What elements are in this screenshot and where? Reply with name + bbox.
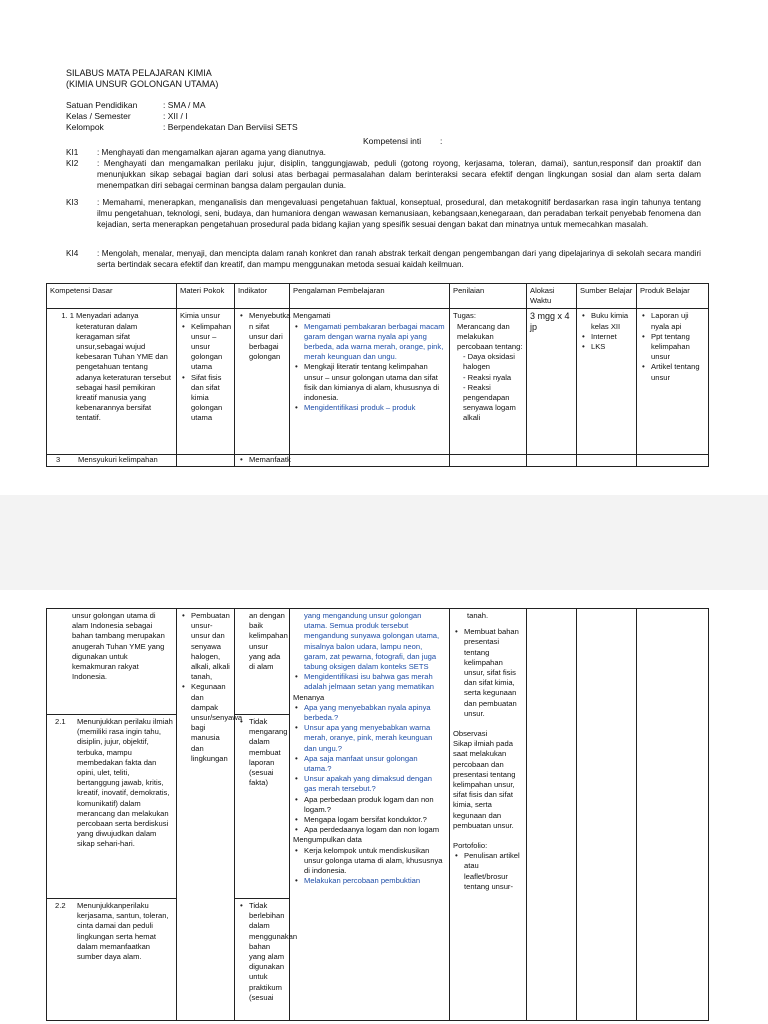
syllabus-subtitle: (KIMIA UNSUR GOLONGAN UTAMA) (66, 78, 219, 89)
kd-text: Menunjukkanperilaku kerjasama, santun, toleran, cinta damai dan peduli lingkungan serta hemat dalam memanfaatkan sumber daya alam. (77, 901, 169, 962)
pen-sub: - Reaksi nyala (463, 372, 512, 382)
indikator-cell (235, 455, 290, 467)
col-header: Materi Pokok (177, 284, 235, 309)
meta-value: : SMA / MA (163, 100, 206, 110)
pp-item: • Mengidentifikasi isu bahwa gas merah adalah jelmaan setan yang mematikan (304, 672, 446, 692)
table-row (47, 309, 709, 455)
indikator-item: • Tidak mengarang dalam membuat laporan (sesuai fakta) (249, 717, 286, 788)
col-header: Penilaian (450, 284, 527, 309)
pp-text: yang mengandung unsur golongan utama. Semua produk tersebut mengandung sunyawa golongan utama, misalnya balon udara, lampu neon, garam, zat pewarna, fotografi, dan juga tabung oksigen dalam konteks SETS (304, 611, 440, 672)
pp-heading: Mengamati (293, 311, 331, 321)
ki-label: KI3 (66, 198, 79, 207)
materi-item: • Sifat fisis dan sifat kimia golongan utama (191, 373, 231, 424)
kd-cell (47, 715, 177, 899)
ki-2 (66, 158, 701, 192)
meta-key: Satuan Pendidikan (66, 100, 138, 110)
alokasi-cell (527, 455, 577, 467)
page-1 (0, 0, 768, 495)
materi-item: • Kegunaan dan dampak unsur/senyawa bagi manusia dan lingkungan (191, 682, 231, 764)
pp-item: • Apa perdedaanya logam dan non logam (304, 825, 446, 835)
sumber-item: • LKS (591, 342, 633, 352)
pp-item: • Mengapa logam bersifat konduktor.? (304, 815, 446, 825)
indikator-item: • Memanfaatk (249, 455, 286, 465)
kd-text: Menyadari adanya keteraturan dalam keragaman sifat unsur,sebagai wujud kebesaran Tuhan YME dan pengetahuan tentang adanya keteraturan tersebut sebagai hasil pemikiran kreatif manusia yang kebenarannya bersifat tentatif. (76, 311, 171, 423)
materi-item: Kimia unsur (180, 311, 221, 321)
indikator-cell (235, 899, 298, 1021)
pp-heading: Menanya (293, 692, 325, 702)
table-row (47, 455, 709, 467)
ki-title: Kompetensi inti : (363, 136, 443, 146)
pp-item: • Unsur apa yang menyebabkan warna merah, oranye, pink, merah keunguan dan ungu.? (304, 723, 446, 754)
pengalaman-cell (290, 309, 450, 455)
pengalaman-cell (290, 455, 450, 467)
pen-heading: Portofolio: (453, 841, 488, 851)
meta-key: Kelompok (66, 122, 104, 132)
penilaian-cell (450, 455, 527, 467)
pp-item: • Mengkaji literatir tentang kelimpahan unsur – unsur golongan utama dan sifat fisik dan kimianya di alam, khususnya di indonesia. (304, 362, 446, 403)
syllabus-table (46, 283, 709, 467)
meta-value: : Berpendekatan Dan Berviisi SETS (163, 122, 298, 132)
pen-heading: Tugas: (453, 311, 476, 321)
pengalaman-cell (290, 609, 450, 1021)
page-2 (0, 590, 768, 1024)
produk-item: • Ppt tentang kelimpahan unsur (651, 332, 705, 363)
kd-text: unsur golongan utama di alam Indonesia sebagai bahan tambang merupakan anugerah Tuhan YME yang digunakan untuk kemakmuran rakyat Indonesia. (72, 611, 165, 682)
materi-cell (177, 309, 235, 455)
sumber-item: • Buku kimia kelas XII (591, 311, 633, 331)
materi-item: • Pembuatan unsur-unsur dan senyawa halogen, alkali, alkali tanah, (191, 611, 231, 682)
syllabus-table-continued (46, 608, 709, 1021)
alokasi-cell (527, 609, 577, 1021)
ki-text: : Mengolah, menalar, menyaji, dan mencipta dalam ranah konkret dan ranah abstrak terkait dengan pengembangan dari yang dipelajarinya di sekolah secara mandiri serta bertindak secara efektif dan kreatif, dan mampu menggunakan metoda sesuai kaidah keilmuan. (97, 249, 701, 270)
produk-cell (637, 455, 709, 467)
col-header: Pengalaman Pembelajaran (290, 284, 450, 309)
kd-number: 3 (56, 455, 61, 465)
pen-text: tanah. (467, 611, 489, 620)
pp-item: • Unsur apakah yang dimaksud dengan gas merah tersebut.? (304, 774, 446, 794)
kd-cell (47, 309, 177, 455)
ki-text: : Memahami, menerapkan, menganalisis dan mengevaluasi pengetahuan faktual, konseptual, prosedural, dan metakognitif berdasarkan rasa ingin tahunya tentang ilmu pengetahuan, teknologi, seni, budaya, dan humaniora dengan wawasan kemanusiaan, kebangsaan,kenegaraan, dan peradaban terkait penyebab fenomena dan kejadian, serta menerapkan pengetahuan prosedural pada bidang kajian yang spesifik sesuai dengan bakat dan minatnya untuk memecahkan masalah. (97, 198, 701, 230)
kd-text: Menunjukkan perilaku ilmiah (memiliki rasa ingin tahu, disiplin, jujur, objektif, terbuka, mampu membedakan fakta dan opini, ulet, teliti, bertanggung jawab, kritis, kreatif, inovatif, demokratis, komunikatif) dalam merancang dan melakukan percobaan serta berdiskusi yang diwujudkan dalam sikap sehari-hari. (77, 717, 173, 849)
kd-number: 2.2 (55, 901, 66, 910)
sumber-cell (577, 309, 637, 455)
pen-item: • Penulisan artikel atau leaflet/brosur tentang unsur- (464, 851, 523, 892)
table-row (47, 609, 709, 715)
alokasi-value: 3 mgg x 4 jp (530, 311, 570, 333)
pp-item: • Apa yang menyebabkan nyala apinya berbeda.? (304, 703, 446, 723)
meta-value: : XII / I (163, 111, 188, 121)
materi-cell (177, 455, 235, 467)
sumber-cell (577, 455, 637, 467)
pp-heading: Mengumpulkan data (293, 835, 362, 845)
kd-cell (47, 455, 177, 467)
ki-3 (66, 197, 701, 231)
meta-key: Kelas / Semester (66, 111, 131, 121)
ki-1 (66, 147, 701, 158)
kd-number: 2.1 (55, 717, 66, 726)
syllabus-title: SILABUS MATA PELAJARAN KIMIA (66, 68, 212, 78)
pen-heading: Observasi (453, 729, 488, 739)
pp-item: • Mengidentifikasi produk – produk (304, 403, 446, 413)
pp-item: • Apa perbedaan produk logam dan non logam.? (304, 795, 446, 815)
col-header: Kompetensi Dasar (47, 284, 177, 309)
produk-item: • Artikel tentang unsur (651, 362, 705, 382)
indikator-item: • Tidak berlebihan dalam menggunakan bahan yang alam digunakan untuk praktikum (sesuai (249, 901, 286, 1003)
pen-sub: - Daya oksidasi halogen (463, 352, 515, 372)
kd-cell (47, 609, 177, 715)
ki-text: : Menghayati dan mengamalkan perilaku jujur, disiplin, tanggungjawab, peduli (gotong royong, kerjasama, toleran, damai), santun,responsif dan proaktif dan menunjukkan sikap sebagai bagian dari solusi atas berbagai permasalahan dalam berinteraksi secara efektif dengan lingkungan sosial dan alam serta dalam menempatkan diri sebagai cerminan bangsa dalam pergaulan dunia. (97, 159, 701, 191)
col-header: Produk Belajar (637, 284, 709, 309)
ki-text: : Menghayati dan mengamalkan ajaran agama yang dianutnya. (97, 148, 326, 157)
indikator-cell (235, 715, 290, 899)
pp-item: • Mengamati pembakaran berbagai macam garam dengan warna nyala api yang berbeda, ada warna merah, orange, pink, merah keunguan dan ungu. (304, 322, 446, 363)
col-header: Indikator (235, 284, 290, 309)
indikator-cell (235, 309, 290, 455)
kd-cell (47, 899, 177, 1021)
produk-item: • Laporan uji nyala api (651, 311, 705, 331)
identity-block (66, 100, 298, 133)
pen-line: Merancang dan melakukan percobaan tentang: (457, 321, 523, 352)
indikator-item: • Menyebutka n sifat unsur dari berbagai golongan (249, 311, 286, 362)
pp-item: • Melakukan percobaan pembuktian (304, 876, 446, 886)
penilaian-cell (450, 309, 527, 455)
materi-cell (177, 609, 243, 1021)
kd-number: 1. 1 (61, 311, 74, 321)
col-header: Sumber Belajar (577, 284, 637, 309)
indikator-text: an dengan baik kelimpahan unsur yang ada di alam (249, 611, 288, 672)
ki-label: KI2 (66, 159, 79, 168)
pen-item: • Membuat bahan presentasi tentang kelimpahan unsur, sifat fisis dan sifat kimia, serta kegunaan dan pembuatan unsur. (464, 627, 523, 719)
produk-cell (637, 609, 709, 1021)
col-header: Alokasi Waktu (527, 284, 577, 309)
alokasi-cell (527, 309, 577, 455)
materi-item: • Kelimpahan unsur – unsur golongan utama (191, 322, 231, 373)
ki-4 (66, 248, 701, 270)
produk-cell (637, 309, 709, 455)
pen-sub: - Reaksi pengendapan senyawa logam alkali (463, 382, 516, 423)
pp-item: • Kerja kelompok untuk mendiskusikan unsur golonga utama di alam, khususnya di indonesia. (304, 846, 446, 877)
ki-label: KI4 (66, 249, 79, 258)
syllabus-header (66, 68, 218, 89)
sumber-cell (577, 609, 637, 1021)
ki-label: KI1 (66, 148, 79, 157)
penilaian-cell (450, 609, 527, 1021)
indikator-cell (235, 609, 290, 715)
pp-item: • Apa saja manfaat unsur golongan utama.? (304, 754, 446, 774)
kd-text: Mensyukuri kelimpahan (78, 455, 158, 465)
pen-text: Sikap ilmiah pada saat melakukan percobaan dan presentasi tentang kelimpahan unsur, sifat fisis dan sifat kimia, serta kegunaan dan pembuatan unsur. (453, 739, 516, 830)
table-header-row (47, 284, 709, 309)
sumber-item: • Internet (591, 332, 633, 342)
